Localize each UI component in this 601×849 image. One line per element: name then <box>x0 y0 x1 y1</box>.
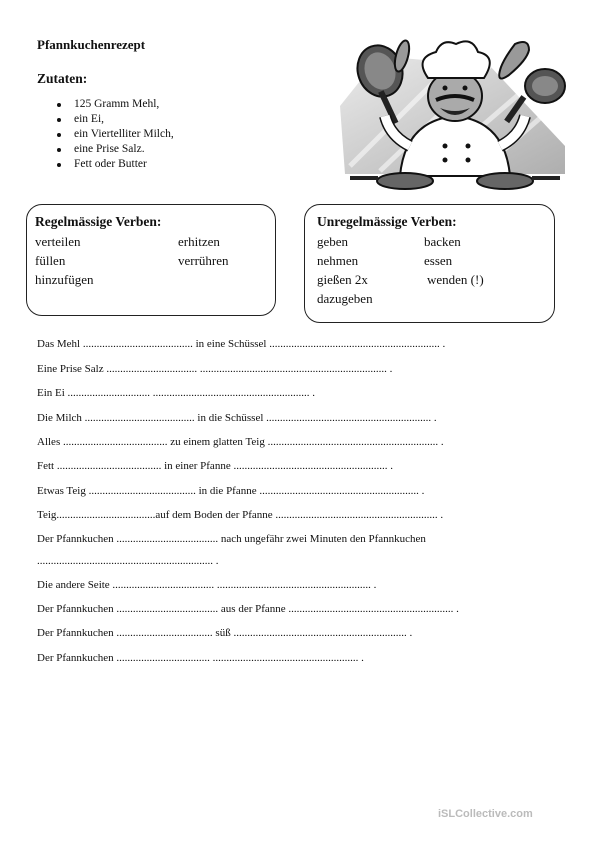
verb: verrühren <box>178 253 229 268</box>
exercise-sentence[interactable]: Der Pfannkuchen ..................................... nach ungefähr zwei Minuten den Pfannkuchen <box>37 533 426 545</box>
verb: erhitzen <box>178 234 220 249</box>
verb: hinzufügen <box>35 272 94 287</box>
ingredient-item: Fett oder Butter <box>74 157 174 172</box>
exercise-sentence[interactable]: Alles ...................................... zu einem glatten Teig .............................................................. . <box>37 436 444 448</box>
exercise-sentence[interactable]: Die Milch ........................................ in die Schüssel ............................................................ . <box>37 412 437 424</box>
exercise-sentence[interactable]: Fett ...................................... in einer Pfanne ........................................................ . <box>37 460 393 472</box>
ingredient-item: ein Ei, <box>74 112 174 127</box>
exercise-sentence[interactable]: Ein Ei .............................. ......................................................... . <box>37 387 316 399</box>
exercise-sentence[interactable]: Teig....................................auf dem Boden der Pfanne ........................................................... . <box>37 509 444 521</box>
ingredient-item: 125 Gramm Mehl, <box>74 97 174 112</box>
exercise-sentence[interactable]: Eine Prise Salz ................................. .................................................................... . <box>37 363 393 375</box>
verb: backen <box>424 234 461 249</box>
regular-verbs-heading: Regelmässige Verben: <box>35 214 162 229</box>
exercise-sentence[interactable]: Der Pfannkuchen .................................. ..................................................... . <box>37 652 364 664</box>
verb: dazugeben <box>317 291 373 306</box>
verb: essen <box>424 253 453 268</box>
exercise-sentence-continuation[interactable]: ................................................................ . <box>37 555 219 567</box>
ingredient-list <box>40 97 174 172</box>
verb: verteilen <box>35 234 81 249</box>
page-title: Pfannkuchenrezept <box>37 37 146 52</box>
exercise-sentence[interactable]: Die andere Seite ..................................... ........................................................ . <box>37 579 377 591</box>
ingredient-item: ein Viertelliter Milch, <box>74 128 174 140</box>
verb: geben <box>317 234 349 249</box>
regular-verbs-box <box>26 204 276 316</box>
exercise-sentence[interactable]: Der Pfannkuchen ................................... süß ............................................................... . <box>37 627 413 639</box>
exercise-sentence[interactable]: Der Pfannkuchen ..................................... aus der Pfanne ............................................................ . <box>37 603 459 615</box>
verb: nehmen <box>317 253 359 268</box>
ingredient-item: eine Prise Salz. <box>74 142 174 157</box>
chef-illustration <box>340 36 570 196</box>
verb: gießen 2x <box>317 272 368 287</box>
watermark: iSLCollective.com <box>438 808 533 820</box>
verb: füllen <box>35 253 66 268</box>
ingredients-heading: Zutaten: <box>37 71 88 86</box>
irregular-verbs-heading: Unregelmässige Verben: <box>317 214 457 229</box>
exercise-sentence[interactable]: Etwas Teig ....................................... in die Pfanne .......................................................... . <box>37 485 425 497</box>
exercise-sentence[interactable]: Das Mehl ........................................ in eine Schüssel .............................................................. . <box>37 338 446 350</box>
verb: wenden (!) <box>427 272 484 287</box>
irregular-verbs-box <box>304 204 555 323</box>
